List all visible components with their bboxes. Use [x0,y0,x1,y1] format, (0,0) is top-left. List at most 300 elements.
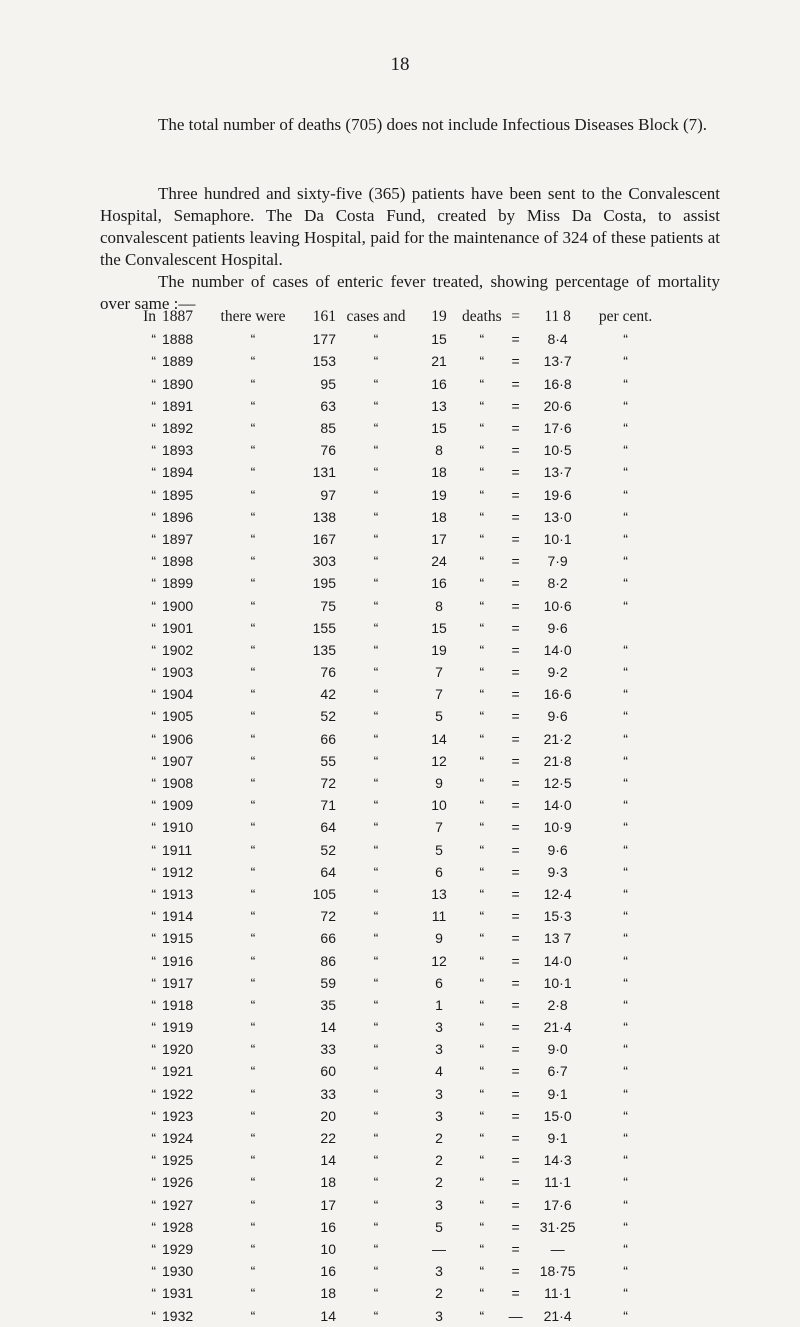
row-equals: = [511,775,520,792]
paragraph-convalescent-hospital: Three hundred and sixty-five (365) patients have been sent to the Convalescent Hospital, Semaphore. The Da Costa Fund, created by Miss Da Costa, to assist convalescent patients leaving Hospital, paid for the maintenance of 324 of these patients at the Convalescent Hospital. [100,184,720,269]
row-equals: = [511,1041,520,1058]
row-year: 1915 [162,930,194,947]
row-year: 1916 [162,952,194,969]
ditto-mark: “ [250,819,256,836]
ditto-mark: “ [623,420,628,437]
ditto-mark: “ [623,1019,628,1036]
table-row [0,661,666,683]
ditto-mark: “ [479,730,485,747]
row-year: 1892 [162,420,194,437]
row-cases: 64 [320,863,336,880]
ditto-mark: “ [250,797,256,814]
ditto-mark: “ [151,486,156,503]
ditto-mark: “ [479,508,485,525]
row-year: 1928 [162,1218,194,1235]
row-year: 1905 [162,708,194,725]
ditto-mark: “ [623,841,628,858]
table-row [0,550,666,572]
row-deaths: 14 [431,730,447,747]
ditto-mark: “ [250,375,256,392]
ditto-mark: “ [623,1174,628,1191]
row-cases: 167 [312,530,336,547]
row-equals: = [511,575,520,592]
ditto-mark: “ [623,1130,628,1147]
ditto-mark: “ [479,575,485,592]
row-percentage: 20·6 [543,397,572,414]
ditto-mark: “ [623,641,628,658]
ditto-mark: “ [479,1107,485,1124]
ditto-mark: “ [250,1041,256,1058]
ditto-mark: “ [151,1196,156,1213]
ditto-mark: “ [623,952,628,969]
ditto-mark: “ [250,442,256,459]
ditto-mark: “ [373,420,379,437]
header-deaths: 19 [431,308,447,326]
row-equals: = [511,752,520,769]
ditto-mark: “ [623,1107,628,1124]
ditto-mark: “ [623,708,628,725]
ditto-mark: “ [623,752,628,769]
row-year: 1917 [162,974,194,991]
row-percentage: 16·8 [543,375,572,392]
row-equals: = [511,486,520,503]
row-year: 1899 [162,575,194,592]
row-cases: 76 [320,442,336,459]
ditto-mark: “ [479,397,485,414]
ditto-mark: “ [151,952,156,969]
table-row [0,395,666,417]
header-cases-and: cases and [346,308,406,326]
header-equals: = [511,308,520,326]
row-equals: = [511,841,520,858]
row-year: 1891 [162,397,194,414]
row-year: 1931 [162,1285,194,1302]
ditto-mark [586,617,666,639]
row-year: 1898 [162,553,194,570]
ditto-mark: “ [373,775,379,792]
ditto-mark: “ [250,1240,256,1257]
table-row [0,350,666,372]
ditto-mark: “ [479,1218,485,1235]
ditto-mark: “ [373,331,379,348]
row-cases: 17 [320,1196,336,1213]
table-row [0,506,666,528]
ditto-mark: “ [623,1085,628,1102]
ditto-mark: “ [151,885,156,902]
row-equals: = [511,597,520,614]
ditto-mark: “ [479,752,485,769]
ditto-mark: “ [373,486,379,503]
ditto-mark: “ [623,375,628,392]
row-cases: 14 [320,1019,336,1036]
row-year: 1929 [162,1240,194,1257]
row-year: 1903 [162,664,194,681]
ditto-mark: “ [623,797,628,814]
ditto-mark: “ [250,1307,256,1324]
ditto-mark: “ [151,908,156,925]
row-equals: — [508,1307,523,1324]
row-cases: 14 [320,1152,336,1169]
row-deaths: 19 [431,486,447,503]
ditto-mark: “ [623,775,628,792]
ditto-mark: “ [151,1174,156,1191]
row-cases: 18 [320,1174,336,1191]
row-year: 1900 [162,597,194,614]
ditto-mark: “ [151,1063,156,1080]
ditto-mark: “ [373,1263,379,1280]
ditto-mark: “ [373,1196,379,1213]
table-row [0,683,666,705]
row-deaths: 9 [435,775,443,792]
ditto-mark: “ [623,863,628,880]
row-cases: 177 [312,331,336,348]
ditto-mark: “ [151,1218,156,1235]
ditto-mark: “ [151,1152,156,1169]
row-percentage: 18·75 [539,1263,576,1280]
row-cases: 20 [320,1107,336,1124]
ditto-mark: “ [479,464,485,481]
ditto-mark: “ [250,1263,256,1280]
row-year: 1901 [162,619,194,636]
row-equals: = [511,1019,520,1036]
row-cases: 52 [320,708,336,725]
ditto-mark: “ [373,863,379,880]
row-year: 1909 [162,797,194,814]
row-percentage: 19·6 [543,486,572,503]
row-deaths: 18 [431,508,447,525]
ditto-mark: “ [373,1307,379,1324]
ditto-mark: “ [479,885,485,902]
ditto-mark: “ [479,708,485,725]
ditto-mark: “ [479,1174,485,1191]
header-deaths-word: deaths [462,308,502,326]
row-cases: 22 [320,1130,336,1147]
ditto-mark: “ [373,974,379,991]
ditto-mark: “ [151,553,156,570]
row-year: 1912 [162,863,194,880]
table-row [0,1171,666,1193]
row-equals: = [511,619,520,636]
ditto-mark: “ [373,1041,379,1058]
row-percentage: 17·6 [543,420,572,437]
ditto-mark: “ [373,797,379,814]
row-deaths: 8 [435,442,443,459]
row-equals: = [511,641,520,658]
ditto-mark: “ [373,1063,379,1080]
header-percentage: 11 8 [544,308,571,326]
row-deaths: 2 [435,1285,443,1302]
row-deaths: 7 [435,686,443,703]
row-cases: 63 [320,397,336,414]
ditto-mark: “ [623,508,628,525]
ditto-mark: “ [373,464,379,481]
ditto-mark: “ [373,553,379,570]
table-row [0,994,666,1016]
ditto-mark: “ [373,619,379,636]
ditto-mark: “ [623,597,628,614]
row-year: 1896 [162,508,194,525]
row-year: 1895 [162,486,194,503]
row-equals: = [511,375,520,392]
header-cases: 161 [312,308,336,326]
ditto-mark: “ [373,508,379,525]
row-deaths: 16 [431,575,447,592]
ditto-mark: “ [151,819,156,836]
row-cases: 35 [320,996,336,1013]
table-row [0,1282,666,1304]
row-equals: = [511,1196,520,1213]
row-year: 1897 [162,530,194,547]
row-cases: 95 [320,375,336,392]
row-deaths: 2 [435,1152,443,1169]
ditto-mark: “ [373,752,379,769]
ditto-mark: “ [623,885,628,902]
row-deaths: 19 [431,641,447,658]
ditto-mark: “ [151,775,156,792]
row-equals: = [511,530,520,547]
ditto-mark: “ [479,420,485,437]
ditto-mark: “ [151,442,156,459]
ditto-mark: “ [250,353,256,370]
row-deaths: 5 [435,841,443,858]
ditto-mark: “ [250,708,256,725]
header-year: 1887 [162,308,193,326]
row-equals: = [511,686,520,703]
ditto-mark: “ [479,1063,485,1080]
row-percentage: 17·6 [543,1196,572,1213]
table-row [0,594,666,616]
row-deaths: — [432,1240,446,1257]
ditto-mark: “ [250,1107,256,1124]
row-cases: 55 [320,752,336,769]
row-deaths: 12 [431,752,447,769]
ditto-mark: “ [151,1085,156,1102]
table-row [0,839,666,861]
row-percentage: 12·5 [543,775,572,792]
row-deaths: 15 [431,619,447,636]
ditto-mark: “ [479,597,485,614]
table-row [0,328,666,350]
table-row [0,705,666,727]
ditto-mark: “ [151,1240,156,1257]
row-equals: = [511,1085,520,1102]
ditto-mark: “ [623,1263,628,1280]
ditto-mark: “ [250,575,256,592]
ditto-mark: “ [373,664,379,681]
table-row [0,1304,666,1326]
ditto-mark: “ [151,1041,156,1058]
ditto-mark: “ [250,952,256,969]
table-row [0,617,666,639]
row-deaths: 6 [435,974,443,991]
row-percentage: 11·1 [544,1174,572,1191]
ditto-mark: “ [151,752,156,769]
row-equals: = [511,331,520,348]
ditto-mark: “ [373,1240,379,1257]
ditto-mark: “ [151,641,156,658]
row-percentage: 9·3 [547,863,568,880]
row-equals: = [511,996,520,1013]
row-equals: = [511,1063,520,1080]
row-deaths: 13 [431,397,447,414]
table-row [0,861,666,883]
row-deaths: 1 [435,996,443,1013]
ditto-mark: “ [250,331,256,348]
ditto-mark: “ [373,1107,379,1124]
ditto-mark: “ [479,1152,485,1169]
row-equals: = [511,863,520,880]
table-row [0,1260,666,1282]
row-year: 1890 [162,375,194,392]
row-percentage: 13 7 [543,930,572,947]
ditto-mark: “ [479,1196,485,1213]
row-equals: = [511,1218,520,1235]
row-percentage: 13·7 [543,353,572,370]
ditto-mark: “ [151,1307,156,1324]
row-deaths: 18 [431,464,447,481]
ditto-mark: “ [373,686,379,703]
ditto-mark: “ [151,797,156,814]
ditto-mark: “ [373,841,379,858]
row-equals: = [511,708,520,725]
row-equals: = [511,1285,520,1302]
table-row [0,1127,666,1149]
ditto-mark: “ [623,553,628,570]
table-row [0,750,666,772]
row-percentage: — [550,1240,565,1257]
row-equals: = [511,353,520,370]
row-cases: 75 [320,597,336,614]
row-year: 1914 [162,908,194,925]
row-equals: = [511,730,520,747]
ditto-mark: “ [623,664,628,681]
row-year: 1926 [162,1174,194,1191]
ditto-mark: “ [151,1285,156,1302]
row-percentage: 21·4 [543,1019,572,1036]
ditto-mark: “ [250,841,256,858]
ditto-mark: “ [151,508,156,525]
row-deaths: 3 [435,1085,443,1102]
row-cases: 97 [320,486,336,503]
row-deaths: 5 [435,708,443,725]
row-year: 1919 [162,1019,194,1036]
row-deaths: 15 [431,331,447,348]
row-equals: = [511,1174,520,1191]
ditto-mark: “ [250,397,256,414]
row-cases: 76 [320,664,336,681]
row-percentage: 16·6 [543,686,572,703]
row-cases: 153 [312,353,336,370]
row-deaths: 2 [435,1174,443,1191]
row-year: 1894 [162,464,194,481]
row-percentage: 21·8 [543,752,572,769]
ditto-mark: “ [479,1263,485,1280]
ditto-mark: “ [623,686,628,703]
ditto-mark: “ [479,863,485,880]
row-percentage: 10·5 [543,442,572,459]
row-cases: 59 [320,974,336,991]
ditto-mark: “ [623,575,628,592]
row-cases: 33 [320,1041,336,1058]
row-deaths: 4 [435,1063,443,1080]
ditto-mark: “ [151,397,156,414]
row-deaths: 12 [431,952,447,969]
row-equals: = [511,442,520,459]
ditto-mark: “ [151,664,156,681]
ditto-mark: “ [151,1130,156,1147]
row-equals: = [511,553,520,570]
row-cases: 10 [320,1240,336,1257]
table-row [0,816,666,838]
table-row [0,1083,666,1105]
ditto-mark: “ [623,819,628,836]
ditto-mark: “ [373,575,379,592]
row-equals: = [511,1130,520,1147]
ditto-mark: “ [479,1019,485,1036]
ditto-mark: “ [373,885,379,902]
ditto-mark: “ [250,1218,256,1235]
row-year: 1913 [162,885,194,902]
ditto-mark: “ [250,464,256,481]
ditto-mark: “ [479,1041,485,1058]
row-year: 1889 [162,353,194,370]
table-row [0,439,666,461]
ditto-mark: “ [250,885,256,902]
ditto-mark: “ [373,708,379,725]
row-percentage: 9·0 [547,1041,568,1058]
ditto-mark: “ [151,597,156,614]
ditto-mark: “ [151,619,156,636]
ditto-mark: “ [373,730,379,747]
ditto-mark: “ [479,331,485,348]
ditto-mark: “ [373,1152,379,1169]
ditto-mark: “ [373,930,379,947]
ditto-mark: “ [151,1019,156,1036]
ditto-mark: “ [479,819,485,836]
row-percentage: 10·6 [543,597,572,614]
row-percentage: 9·2 [547,664,568,681]
ditto-mark: “ [250,730,256,747]
ditto-mark: “ [373,819,379,836]
row-deaths: 8 [435,597,443,614]
row-year: 1924 [162,1130,194,1147]
ditto-mark: “ [250,1196,256,1213]
ditto-mark: “ [623,1152,628,1169]
row-cases: 138 [312,508,336,525]
ditto-mark: “ [373,530,379,547]
row-equals: = [511,1263,520,1280]
row-cases: 42 [320,686,336,703]
table-row [0,1216,666,1238]
ditto-mark: “ [623,1307,628,1324]
ditto-mark: “ [479,1130,485,1147]
row-year: 1904 [162,686,194,703]
paragraph-enteric-intro: The number of cases of enteric fever treated, showing percentage of mortality over same :— [100,272,720,313]
ditto-mark: “ [373,397,379,414]
ditto-mark: “ [479,619,485,636]
row-deaths: 3 [435,1263,443,1280]
ditto-mark: “ [151,375,156,392]
table-row [0,772,666,794]
ditto-mark: “ [623,730,628,747]
ditto-mark: “ [479,797,485,814]
enteric-fever-table [0,306,666,1327]
row-percentage: 10·1 [543,530,572,547]
ditto-mark: “ [479,553,485,570]
ditto-mark: “ [250,1285,256,1302]
row-deaths: 9 [435,930,443,947]
row-cases: 71 [320,797,336,814]
